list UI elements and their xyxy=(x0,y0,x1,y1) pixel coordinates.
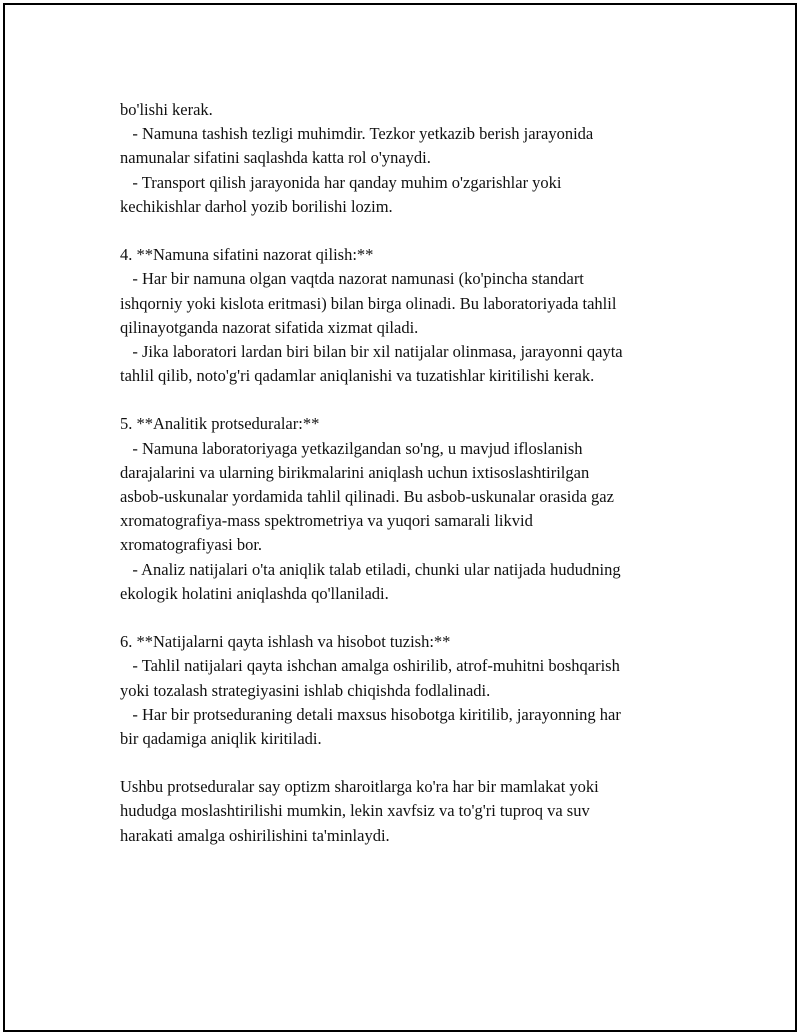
text-line: ekologik holatini aniqlashda qo'llaniladi. xyxy=(120,583,389,603)
paragraph-spacer xyxy=(120,219,700,243)
paragraph-quality-control xyxy=(120,243,700,388)
text-line: - Tahlil natijalari qayta ishchan amalga oshirilib, atrof-muhitni boshqarish xyxy=(120,656,620,676)
document-body xyxy=(120,98,700,848)
text-line: - Transport qilish jarayonida har qanday muhim o'zgarishlar yoki xyxy=(120,172,562,192)
paragraph-results-reporting xyxy=(120,630,700,751)
text-line: xromatografiya-mass spektrometriya va yuqori samarali likvid xyxy=(120,511,533,531)
text-line: tahlil qilib, noto'g'ri qadamlar aniqlanishi va tuzatishlar kiritilishi kerak. xyxy=(120,366,595,386)
text-line: hududga moslashtirilishi mumkin, lekin xavfsiz va to'g'ri tuproq va suv xyxy=(120,801,590,821)
text-line: - Har bir namuna olgan vaqtda nazorat namunasi (ko'pincha standart xyxy=(120,269,584,289)
text-line: yoki tozalash strategiyasini ishlab chiqishda fodlalinadi. xyxy=(120,680,491,700)
text-line: qilinayotganda nazorat sifatida xizmat qiladi. xyxy=(120,317,419,337)
paragraph-conclusion xyxy=(120,775,700,848)
text-line: - Namuna tashish tezligi muhimdir. Tezkor yetkazib berish jarayonida xyxy=(120,124,594,144)
text-line: darajalarini va ularning birikmalarini aniqlash uchun ixtisoslashtirilgan xyxy=(120,462,590,482)
text-line: - Analiz natijalari o'ta aniqlik talab etiladi, chunki ular natijada hududning xyxy=(120,559,621,579)
paragraph-analytic-procedures xyxy=(120,412,700,606)
section-heading: 5. **Analitik protseduralar:** xyxy=(120,414,320,434)
text-line: ishqorniy yoki kislota eritmasi) bilan birga olinadi. Bu laboratoriyada tahlil xyxy=(120,293,617,313)
text-line: harakati amalga oshirilishini ta'minlaydi. xyxy=(120,825,390,845)
section-heading: 6. **Natijalarni qayta ishlash va hisobot tuzish:** xyxy=(120,632,451,652)
section-heading: 4. **Namuna sifatini nazorat qilish:** xyxy=(120,245,374,265)
text-line: bir qadamiga aniqlik kiritiladi. xyxy=(120,728,322,748)
text-line: xromatografiyasi bor. xyxy=(120,535,263,555)
text-line: asbob-uskunalar yordamida tahlil qilinadi. Bu asbob-uskunalar orasida gaz xyxy=(120,487,614,506)
text-line: bo'lishi kerak. xyxy=(120,100,213,119)
text-line: - Namuna laboratoriyaga yetkazilgandan so'ng, u mavjud ifloslanish xyxy=(120,438,583,458)
paragraph-spacer xyxy=(120,606,700,630)
text-line: kechikishlar darhol yozib borilishi lozim. xyxy=(120,196,393,216)
text-line: namunalar sifatini saqlashda katta rol o'ynaydi. xyxy=(120,148,431,168)
paragraph-spacer xyxy=(120,388,700,412)
text-line: - Har bir protseduraning detali maxsus hisobotga kiritilib, jarayonning har xyxy=(120,704,621,724)
paragraph-transport xyxy=(120,98,700,219)
page-frame xyxy=(3,3,797,1032)
text-line: - Jika laboratori lardan biri bilan bir xil natijalar olinmasa, jarayonni qayta xyxy=(120,341,623,361)
paragraph-spacer xyxy=(120,751,700,775)
text-line: Ushbu protseduralar say optizm sharoitlarga ko'ra har bir mamlakat yoki xyxy=(120,777,599,797)
